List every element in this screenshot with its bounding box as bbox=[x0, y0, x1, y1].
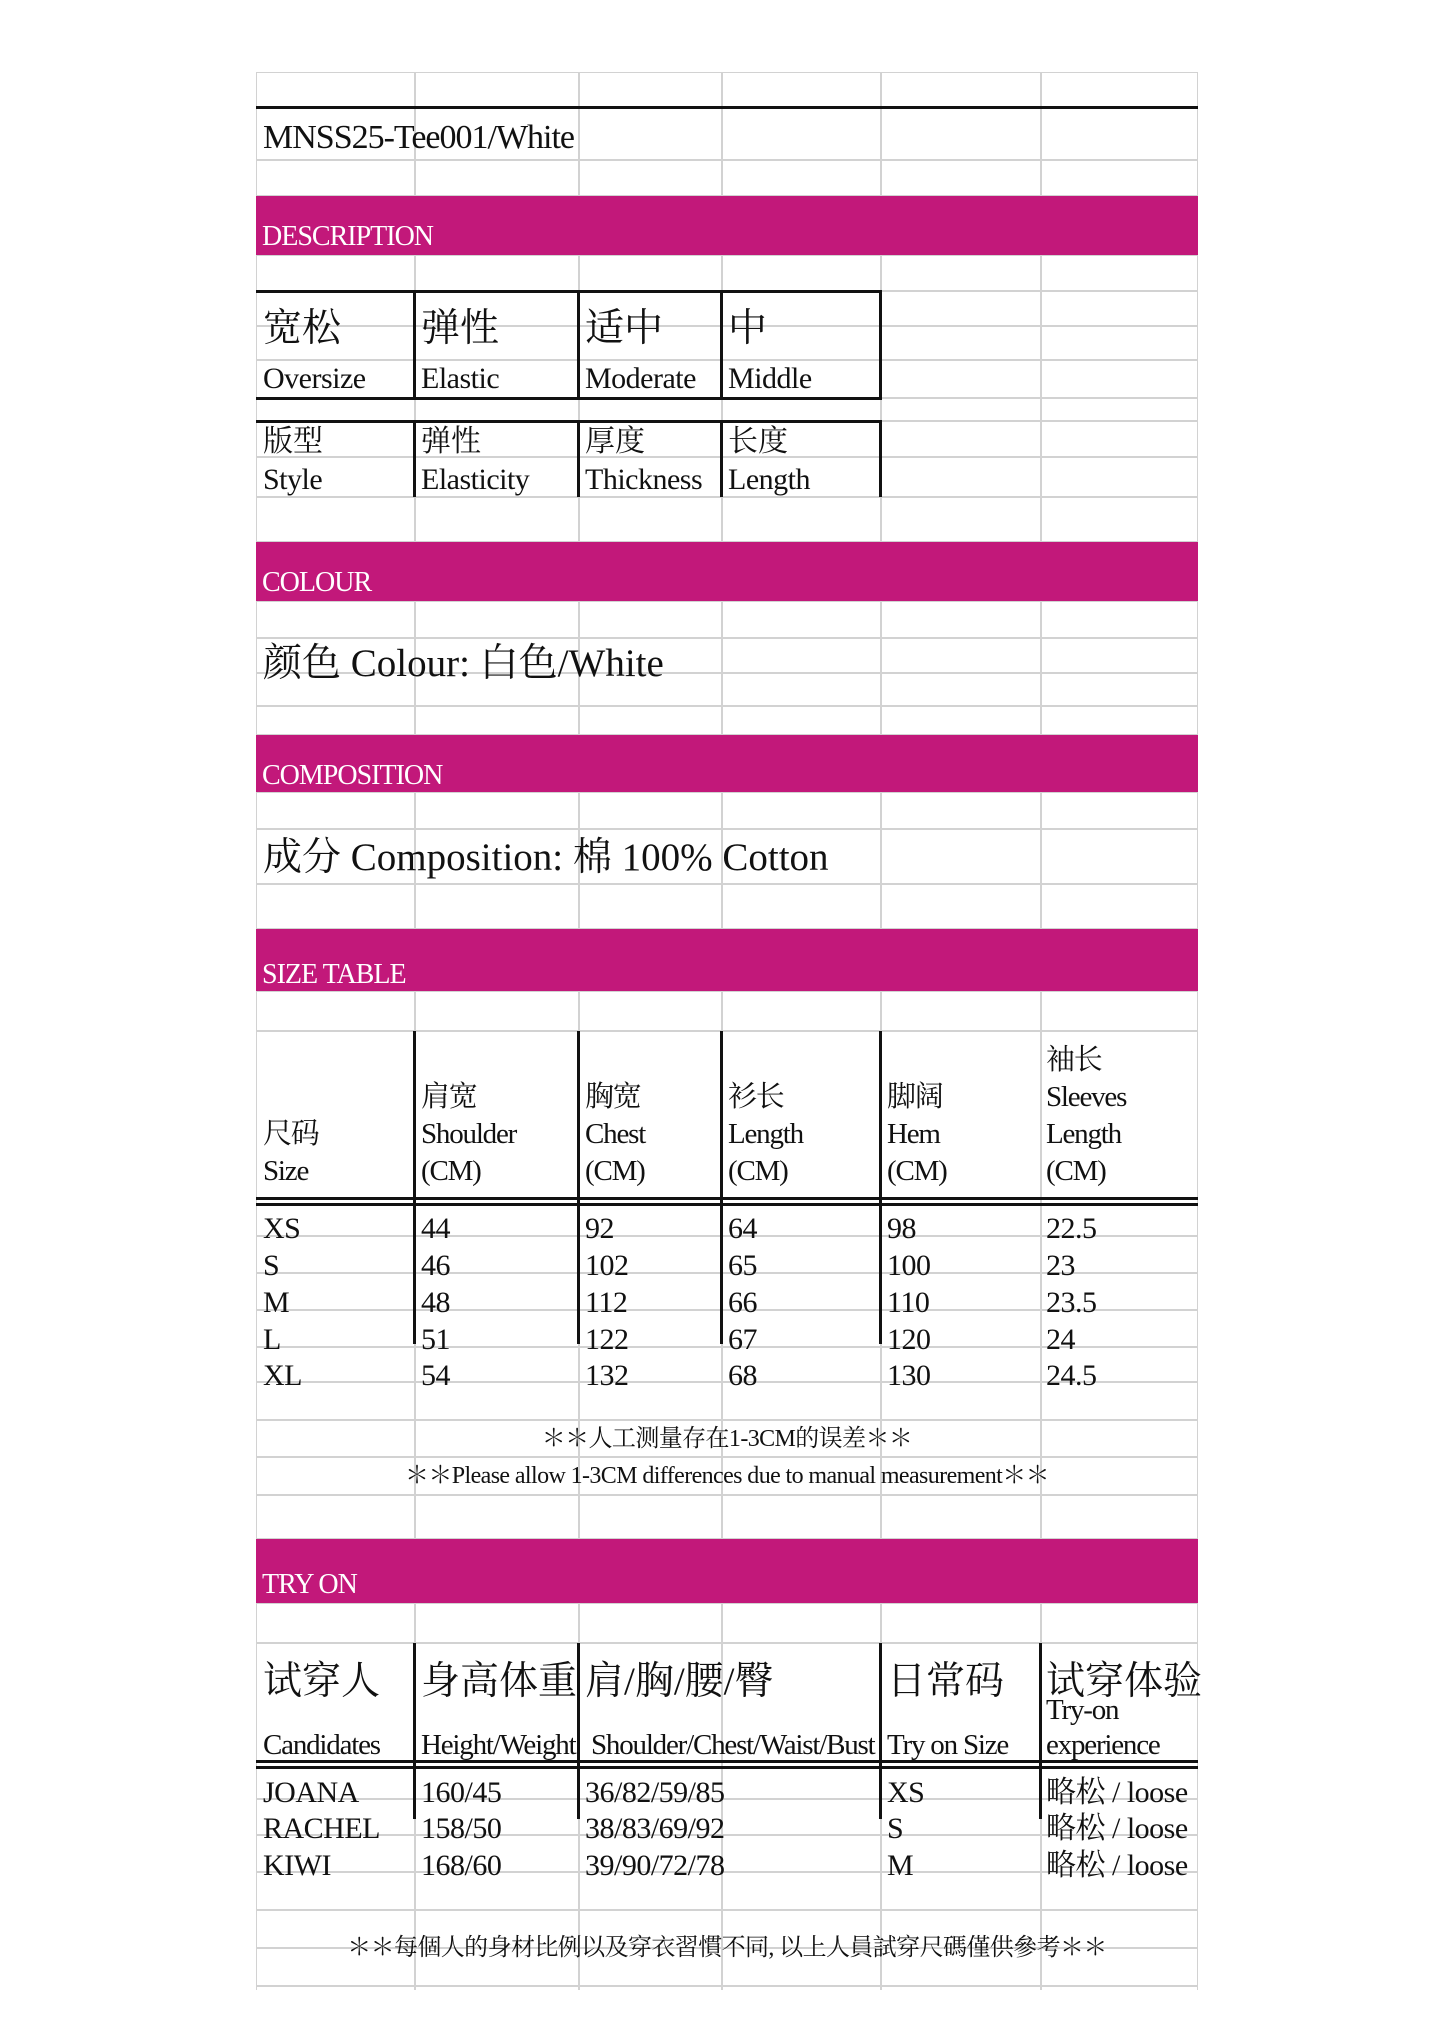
tryon-header-candidates-zh: 试穿人 bbox=[263, 1660, 381, 1703]
tryon-header-experience-en: Try-on bbox=[1046, 1694, 1119, 1726]
tryon-header-experience-zh: 试穿体验 bbox=[1046, 1660, 1203, 1703]
size-row-l-sleeves: 24 bbox=[1046, 1323, 1075, 1356]
tryon-header-size-en: Try on Size bbox=[887, 1729, 1009, 1761]
size-header-length-unit: (CM) bbox=[728, 1155, 788, 1187]
tryon-divider-4 bbox=[1039, 1643, 1042, 1819]
size-header-sleeves-en-2: Length bbox=[1046, 1118, 1121, 1150]
tryon-row-kiwi-size: M bbox=[887, 1849, 914, 1882]
size-header-size-en: Size bbox=[263, 1155, 309, 1187]
size-header-chest bbox=[585, 1079, 645, 1190]
tryon-header-rule-double bbox=[256, 1766, 1198, 1769]
desc-value-fit-en: Oversize bbox=[263, 362, 366, 395]
size-row-xl-chest: 132 bbox=[585, 1359, 629, 1392]
desc-value-length-zh: 中 bbox=[728, 307, 768, 350]
size-row-s-chest: 102 bbox=[585, 1249, 629, 1282]
size-row-xs-shoulder: 44 bbox=[421, 1212, 450, 1245]
desc-labels-divider-2 bbox=[577, 420, 580, 497]
tryon-row-kiwi-measure: 39/90/72/78 bbox=[585, 1849, 725, 1882]
composition-band bbox=[256, 735, 1198, 792]
tryon-row-kiwi-name: KIWI bbox=[263, 1849, 331, 1882]
size-row-xl-hem: 130 bbox=[887, 1359, 931, 1392]
spec-sheet bbox=[256, 72, 1203, 1990]
size-header-sleeves-zh: 袖长 bbox=[1046, 1044, 1102, 1076]
tryon-header-height-zh: 身高体重 bbox=[421, 1660, 578, 1703]
tryon-divider-3 bbox=[879, 1643, 882, 1819]
size-row-m-sleeves: 23.5 bbox=[1046, 1286, 1097, 1319]
size-divider-1 bbox=[413, 1031, 416, 1344]
tryon-row-kiwi-experience: 略松 / loose bbox=[1046, 1849, 1188, 1882]
size-row-xl-shoulder: 54 bbox=[421, 1359, 450, 1392]
tryon-row-joana-size: XS bbox=[887, 1776, 925, 1809]
size-header-chest-en: Chest bbox=[585, 1118, 646, 1150]
tryon-divider-1 bbox=[413, 1643, 416, 1819]
desc-labels-top-rule bbox=[256, 420, 880, 423]
desc-label-thickness-en: Thickness bbox=[585, 463, 703, 496]
size-row-l-length: 67 bbox=[728, 1323, 757, 1356]
size-header-hem-unit: (CM) bbox=[887, 1155, 947, 1187]
tryon-row-rachel-experience: 略松 / loose bbox=[1046, 1812, 1188, 1845]
size-row-xs-hem: 98 bbox=[887, 1212, 916, 1245]
tryon-header-candidates-en: Candidates bbox=[263, 1729, 380, 1761]
size-note-zh: ＊＊人工测量存在1-3CM的误差＊＊ bbox=[541, 1426, 913, 1452]
size-row-l-shoulder: 51 bbox=[421, 1323, 450, 1356]
desc-label-style-zh: 版型 bbox=[263, 425, 323, 458]
desc-labels-divider-1 bbox=[413, 420, 416, 497]
tryon-row-joana-measure: 36/82/59/85 bbox=[585, 1776, 725, 1809]
size-row-m-length: 66 bbox=[728, 1286, 757, 1319]
size-table-band bbox=[256, 929, 1198, 991]
tryon-divider-2 bbox=[577, 1643, 580, 1819]
tryon-row-joana-height: 160/45 bbox=[421, 1776, 502, 1809]
size-header-shoulder-zh: 肩宽 bbox=[421, 1081, 477, 1113]
desc-label-elasticity-zh: 弹性 bbox=[421, 425, 481, 458]
size-row-xl-length: 68 bbox=[728, 1359, 757, 1392]
try-on-band bbox=[256, 1539, 1198, 1603]
tryon-row-rachel-name: RACHEL bbox=[263, 1812, 380, 1845]
desc-values-divider-2 bbox=[577, 290, 580, 400]
size-row-xl-size: XL bbox=[263, 1359, 302, 1392]
size-row-l-size: L bbox=[263, 1323, 281, 1356]
size-header-sleeves-en: Sleeves bbox=[1046, 1081, 1127, 1113]
desc-value-thickness-en: Moderate bbox=[585, 362, 696, 395]
product-code: MNSS25-Tee001/White bbox=[263, 119, 575, 156]
size-header-sleeves-unit: (CM) bbox=[1046, 1155, 1106, 1187]
tryon-row-rachel-measure: 38/83/69/92 bbox=[585, 1812, 725, 1845]
size-note-en: ＊＊Please allow 1-3CM differences due to manual measurement＊＊ bbox=[404, 1463, 1050, 1489]
size-header-shoulder bbox=[421, 1079, 516, 1190]
size-header-rule bbox=[256, 1197, 1198, 1200]
size-header-shoulder-unit: (CM) bbox=[421, 1155, 481, 1187]
desc-value-elastic-zh: 弹性 bbox=[421, 307, 500, 350]
desc-label-length-zh: 长度 bbox=[728, 425, 788, 458]
size-divider-3 bbox=[720, 1031, 723, 1344]
tryon-note: ＊＊每個人的身材比例以及穿衣習慣不同, 以上人員試穿尺碼僅供參考＊＊ bbox=[347, 1935, 1107, 1961]
size-row-s-shoulder: 46 bbox=[421, 1249, 450, 1282]
colour-band bbox=[256, 542, 1198, 601]
size-divider-4 bbox=[879, 1031, 882, 1344]
size-row-m-hem: 110 bbox=[887, 1286, 930, 1319]
tryon-header-size-zh: 日常码 bbox=[887, 1660, 1005, 1703]
size-row-s-size: S bbox=[263, 1249, 280, 1282]
size-row-xs-length: 64 bbox=[728, 1212, 757, 1245]
size-row-s-sleeves: 23 bbox=[1046, 1249, 1075, 1282]
desc-value-fit-zh: 宽松 bbox=[263, 307, 342, 350]
colour-value: 颜色 Colour: 白色/White bbox=[263, 642, 664, 685]
size-row-s-length: 65 bbox=[728, 1249, 757, 1282]
colour-heading: COLOUR bbox=[262, 567, 372, 598]
size-header-chest-unit: (CM) bbox=[585, 1155, 645, 1187]
desc-values-divider-1 bbox=[413, 290, 416, 400]
size-header-rule-double bbox=[256, 1203, 1198, 1206]
size-header-hem-en: Hem bbox=[887, 1118, 940, 1150]
size-header-shoulder-en: Shoulder bbox=[421, 1118, 517, 1150]
desc-label-elasticity-en: Elasticity bbox=[421, 463, 530, 496]
size-header-hem-zh: 脚阔 bbox=[887, 1081, 943, 1113]
size-row-l-chest: 122 bbox=[585, 1323, 629, 1356]
size-header-length-en: Length bbox=[728, 1118, 803, 1150]
size-row-xl-sleeves: 24.5 bbox=[1046, 1359, 1097, 1392]
desc-label-thickness-zh: 厚度 bbox=[585, 425, 645, 458]
tryon-header-measure-zh: 肩/胸/腰/臀 bbox=[585, 1660, 774, 1703]
tryon-header-measure-en: Shoulder/Chest/Waist/Bust bbox=[591, 1729, 875, 1761]
size-header-size-zh: 尺码 bbox=[263, 1118, 319, 1150]
desc-values-bottom-rule bbox=[256, 397, 880, 400]
desc-values-top-rule bbox=[256, 290, 880, 293]
size-divider-2 bbox=[577, 1031, 580, 1344]
size-row-m-chest: 112 bbox=[585, 1286, 628, 1319]
size-row-m-shoulder: 48 bbox=[421, 1286, 450, 1319]
desc-values-divider-3 bbox=[720, 290, 723, 400]
tryon-row-joana-experience: 略松 / loose bbox=[1046, 1776, 1188, 1809]
size-header-hem bbox=[887, 1079, 947, 1190]
composition-heading: COMPOSITION bbox=[262, 760, 443, 791]
tryon-row-kiwi-height: 168/60 bbox=[421, 1849, 502, 1882]
size-header-sleeves bbox=[1046, 1042, 1126, 1190]
desc-value-thickness-zh: 适中 bbox=[585, 307, 664, 350]
size-row-xs-size: XS bbox=[263, 1212, 301, 1245]
composition-value: 成分 Composition: 棉 100% Cotton bbox=[263, 836, 829, 879]
size-table-heading: SIZE TABLE bbox=[262, 959, 406, 990]
top-rule bbox=[256, 106, 1198, 109]
size-header-length bbox=[728, 1079, 803, 1190]
tryon-header-height-en: Height/Weight bbox=[421, 1729, 576, 1761]
size-row-l-hem: 120 bbox=[887, 1323, 931, 1356]
tryon-header-experience-en-2: experience bbox=[1046, 1729, 1160, 1761]
description-heading: DESCRIPTION bbox=[262, 221, 434, 252]
desc-labels-divider-4 bbox=[879, 420, 882, 497]
desc-values-divider-4 bbox=[879, 290, 882, 400]
size-row-s-hem: 100 bbox=[887, 1249, 931, 1282]
desc-value-length-en: Middle bbox=[728, 362, 812, 395]
size-row-xs-chest: 92 bbox=[585, 1212, 614, 1245]
tryon-row-rachel-height: 158/50 bbox=[421, 1812, 502, 1845]
tryon-row-joana-name: JOANA bbox=[263, 1776, 359, 1809]
tryon-row-rachel-size: S bbox=[887, 1812, 904, 1845]
desc-labels-divider-3 bbox=[720, 420, 723, 497]
size-header-size bbox=[263, 1116, 319, 1190]
size-header-chest-zh: 胸宽 bbox=[585, 1081, 641, 1113]
desc-label-length-en: Length bbox=[728, 463, 810, 496]
desc-label-style-en: Style bbox=[263, 463, 323, 496]
size-row-m-size: M bbox=[263, 1286, 290, 1319]
try-on-heading: TRY ON bbox=[262, 1569, 357, 1600]
size-header-length-zh: 衫长 bbox=[728, 1081, 784, 1113]
size-row-xs-sleeves: 22.5 bbox=[1046, 1212, 1097, 1245]
description-band bbox=[256, 196, 1198, 255]
desc-value-elastic-en: Elastic bbox=[421, 362, 500, 395]
